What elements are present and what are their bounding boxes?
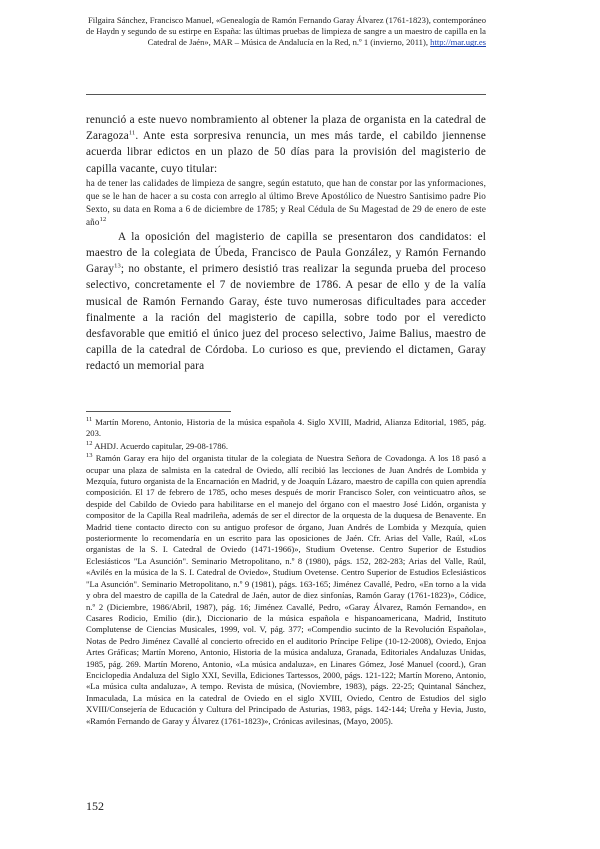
footnotes (86, 417, 486, 728)
footnote-number: 12 (86, 439, 93, 447)
footnote-ref-11[interactable]: 11 (128, 129, 136, 137)
header-link[interactable]: http://mar.ugr.es (430, 37, 486, 48)
header-citation: Filgaira Sánchez, Francisco Manuel, «Genealogía de Ramón Fernando Garay Álvarez (1761-1823), contemporáneo de Haydn y segundo de su estirpe en España: las últimas pruebas de limpieza de sangre a un maestro de capilla en la Catedral de Jaén», MAR – Música de Andalucía en la Red, n.º 1 (invierno, 2011), (86, 15, 486, 48)
paragraph-1-text-b: . Ante esta sorpresiva renuncia, un mes más tarde, el cabildo jiennense acuerda librar edictos en un plazo de 50 días para la provisión del magisterio de capilla vacante, cuyo titular: (86, 130, 486, 175)
footnote-ref-12[interactable]: 12 (99, 215, 107, 223)
block-quote-text: ha de tener las calidades de limpieza de sangre, según estatuto, que han de constar por las ynformaciones, que se le han de hacer a su costa con arreglo al último Breve Apostólico de Nuestro Santisimo padre Pio Sexto, su data en Roma a 6 de diciembre de 1785; y Real Cédula de Su Magestad de 29 de enero de este año (86, 177, 486, 227)
paragraph-2 (86, 229, 486, 375)
paragraph-2-text-b: ; no obstante, el primero desistió tras realizar la segunda prueba del proceso selectivo, concretamente el 7 de noviembre de 1786. A pesar de ello y de la valía musical de Ramón Fernando Garay, éste tuvo numerosas dificultades para acceder finalmente a la ración del magisterio de capilla, sobre todo por el veredicto desfavorable que emitió el único juez del proceso selectivo, Jaime Balius, maestro de capilla de la catedral de Córdoba. Lo curioso es que, previendo el dictamen, Garay redactó un memorial para (86, 263, 486, 373)
footnote-number: 11 (86, 416, 93, 424)
footnote-ref-13[interactable]: 13 (114, 262, 121, 270)
footnote (86, 441, 486, 452)
paragraph-2-text-a: A la oposición del magisterio de capilla se presentaron dos candidatos: el maestro de la colegiata de Úbeda, Francisco de Paula González, y Ramón Fernando Garay (86, 230, 486, 276)
footnote (86, 417, 486, 440)
page-number: 152 (86, 799, 104, 813)
footnote (86, 453, 486, 727)
footnote-text: AHDJ. Acuerdo capitular, 29-08-1786. (94, 440, 228, 451)
running-header (86, 15, 486, 49)
paragraph-1 (86, 112, 486, 177)
block-quote (86, 177, 486, 229)
header-divider (86, 94, 486, 95)
footnote-text: Martín Moreno, Antonio, Historia de la música española 4. Siglo XVIII, Madrid, Alianza Editorial, 1985, pág. 203. (86, 417, 486, 439)
footnote-divider (86, 411, 231, 412)
paragraph-1-text-a: renunció a este nuevo nombramiento al obtener la plaza de organista en la catedral de Zaragoza (86, 114, 486, 143)
footnote-number: 13 (86, 452, 93, 460)
footnote-text: Ramón Garay era hijo del organista titular de la colegiata de Nuestra Señora de Covadonga. A los 18 pasó a ocupar una plaza de salmista en la catedral de Oviedo, allí recibió las lecciones de Juan Andrés de Lombida y Mezquía, futuro organista de la Encarnación en Madrid, y de Joaquín Lázaro, maestro de capilla con quien aprendía composición. El 17 de febrero de 1785, ocho meses después de morir Francisco Soler, con veinticuatro años, se despide del Cabildo de Oviedo para habilitarse en el manejo del órgano con el maestro José Lidón, organista y compositor de la Capilla Real madrileña, además de ser el director de la orquesta de la duquesa de Benavente. En Madrid tiene contacto directo con su antiguo profesor de órgano, Juan Andrés de Lombida y Mezquía, quien posteriormente lo recomendaría en un escrito para las oposiciones de Jaén. Cfr. Arias del Valle, Raúl, «Los organistas de la S. I. Catedral de Oviedo (1471-1966)», Studium Ovetense. Centro Superior de Estudios Eclesiásticos "La Asunción". Seminario Metropolitano, n.º 8 (1980), págs. 152, 282-283; Arias del Valle, Raúl, «Avilés en la música de la S. I. Catedral de Oviedo», Studium Ovetense. Centro Superior de Estudios Eclesiásticos "La Asunción". Seminario Metropolitano, n.º 9 (1981), págs. 163-165; Jiménez Cavallé, Pedro, «En torno a la vida y obra del maestro de capilla de la Catedral de Jaén, autor de diez sinfonías, Ramón Garay (1761-1823)», Códice, n.º 2 (Diciembre, 1986/Abril, 1987), pág. 16; Jiménez Cavallé, Pedro, «Garay Álvarez, Ramón Fernando», en Casares Rodicio, Emilio (dir.), Diccionario de la música española e hispanoamericana, Madrid, Instituto Complutense de Ciencias Musicales, 1999, vol. V, pág. 377; «Compendio sucinto de la Revolución Española», Notas de Pedro Jiménez Cavallé al concierto ofrecido en el auditorio Príncipe Felipe (10-12-2008), Oviedo, Enjoa Artes Gráficas; Martín Moreno, Antonio, Historia de la música andaluza, Granada, Editoriales Andaluzas Unidas, 1985, pág. 269. Martín Moreno, Antonio, «La música andaluza», en Linares Gómez, José Manuel (coord.), Gran Enciclopedia Andaluza del Siglo XXI, Sevilla, Ediciones Tartessos, 2000, págs. 121-122; Martín Moreno, Antonio, «La música culta andaluza», A tempo. Revista de música, (Noviembre, 1983), págs. 22-25; Quintanal Sánchez, Inmaculada, La música en la catedral de Oviedo en el siglo XVIII, Oviedo, Centro de Estudios del siglo XVIII/Consejería de Educación y Cultura del Principado de Asturias, 1983, págs. 142-144; Ureña y Hevia, Justo, «Ramón Fernando de Garay y Álvarez (1761-1823)», Crónicas avilesinas, (Mayo, 2005). (86, 453, 486, 726)
main-text (86, 112, 486, 375)
